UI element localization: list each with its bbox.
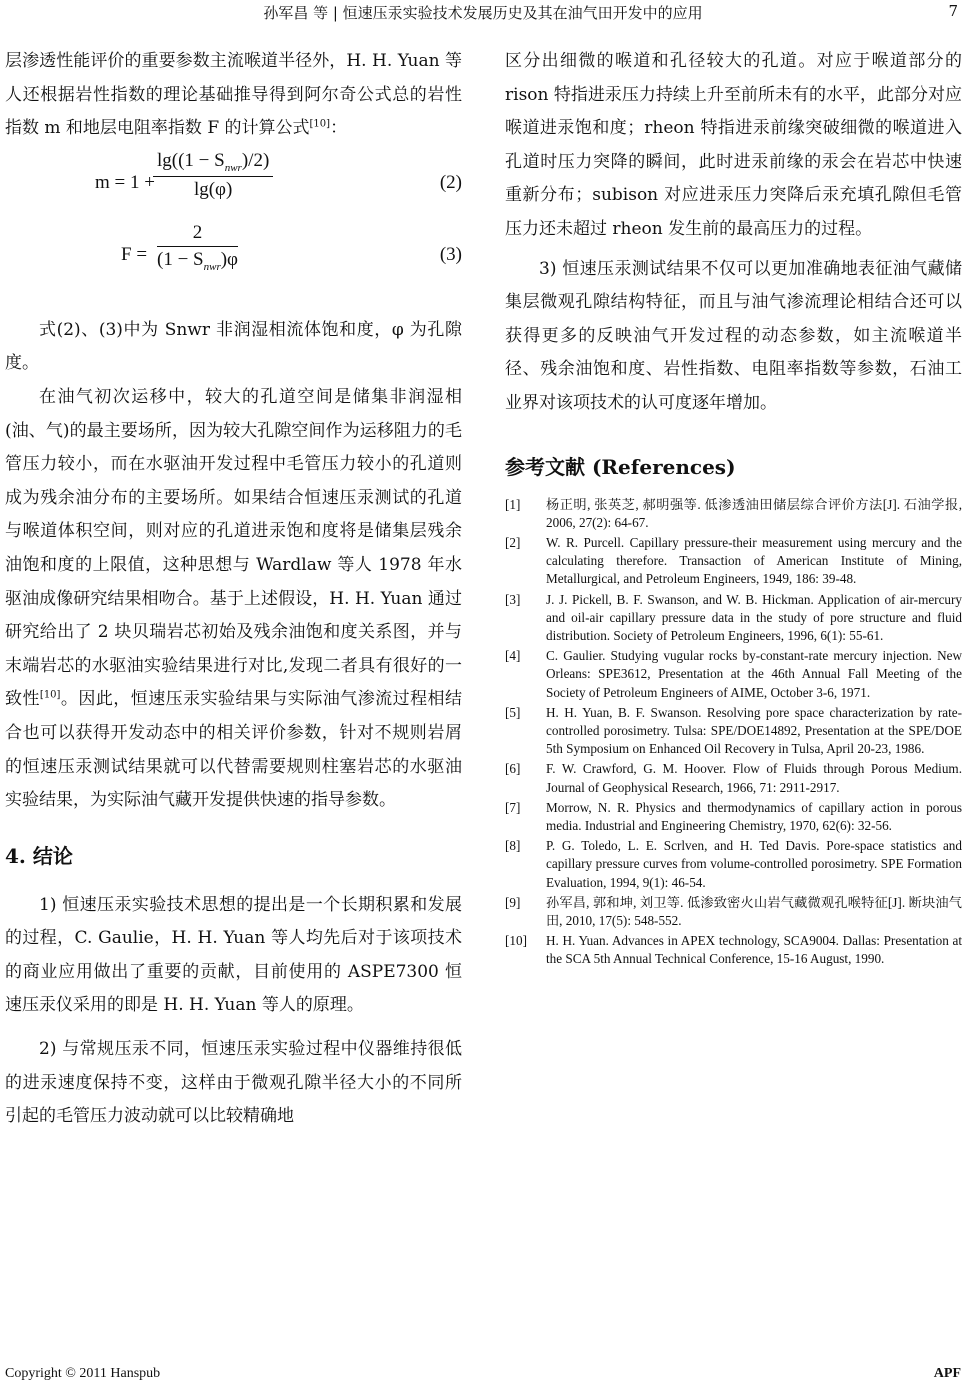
reference-text: F. W. Crawford, G. M. Hoover. Flow of Fluids through Porous Medium. Journal of Geophysical Research, 1966, 71: 2911-2917. — [546, 761, 962, 795]
reference-item — [505, 591, 962, 646]
reference-text: H. H. Yuan, B. F. Swanson. Resolving pore space characterization by rate-controlled porosimetry. Tulsa: SPE/DOE14892, Presentation at the SPE/DOE 5th Symposium on Enhanced Oil Recovery in Tulsa, April 20-23, 1986. — [546, 704, 962, 757]
paragraph: 层渗透性能评价的重要参数主流喉道半径外，H. H. Yuan 等人还根据岩性指数的理论基础推导得到阿尔奇公式总的岩性指数 m 和地层电阻率指数 F 的计算公式[10]： — [5, 51, 462, 139]
paragraph: 在油气初次运移中，较大的孔道空间是储集非润湿相(油、气)的最主要场所，因为较大孔隙空间作为运移阻力的毛管压力较小，而在水驱油开发过程中毛管压力较小的孔道则成为残余油分布的主要场所。如果结合恒速压汞测试的孔道与喉道体积空间，则对应的孔道进汞饱和度将是储集层残余油饱和度的上限值，这种思想与 Wardlaw 等人 1978 年水驱油成像研究结果相吻合。基于上述假设，H. H. Yuan 通过研究给出了 2 块贝瑞岩芯初始及残余油饱和度关系图，并与末端岩芯的水驱油实验结果进行对比,发现二者具有很好的一致性[10]。因此，恒速压汞实验结果与实际油气渗流过程相结合也可以获得开发动态中的相关评价参数，针对不规则岩屑的恒速压汞测试结果就可以代替需要规则柱塞岩芯的水驱油实验结果，为实际油气藏开发提供快速的指导参数。 — [5, 386, 463, 811]
reference-item — [505, 799, 962, 835]
right-column — [505, 45, 962, 971]
reference-text: 杨正明, 张英芝, 郝明强等. 低渗透油田储层综合评价方法[J]. 石油学报, 2006, 27(2): 64-67. — [546, 496, 962, 530]
paragraph: 式(2)、(3)中为 Snwr 非润湿相流体饱和度，φ 为孔隙度。 — [5, 319, 462, 374]
running-header — [0, 2, 966, 24]
equation-2: m = 1 + $\lg((1 - S_{nwr})/2)$ lg(φ) (2) — [95, 149, 462, 200]
reference-number: [4] — [505, 648, 521, 664]
reference-item — [505, 894, 962, 930]
reference-number: [9] — [505, 894, 521, 910]
reference-text: J. J. Pickell, B. F. Swanson, and W. B. Hickman. Application of air-mercury and oil-air capillary pressure data in the study of pore structure and fluid distribution. Society of Petroleum Engineers, 1996, 6(1): 55-61. — [546, 591, 962, 643]
reference-item — [505, 760, 962, 796]
reference-text: H. H. Yuan. Advances in APEX technology, SCA9004. Dallas: Presentation at the SCA 5th Annual Technical Conference, 15-16 August, 1990. — [546, 933, 962, 967]
reference-item — [505, 647, 962, 702]
references-heading: 参考文献 (References) — [505, 454, 736, 479]
reference-number: [10] — [505, 933, 527, 949]
equation-label: (2) — [439, 171, 462, 193]
footer — [5, 1366, 961, 1382]
reference-item — [505, 932, 962, 968]
reference-number: [8] — [505, 838, 521, 854]
reference-number: [6] — [505, 761, 521, 777]
equation-label: (3) — [439, 243, 462, 265]
reference-text: W. R. Purcell. Capillary pressure-their measurement using mercury and the calculating therefore. Transaction of American Institute of Mining, Metallurgical, and Petroleum Engineers, 1949, 186: 39-48. — [546, 534, 962, 587]
reference-item — [505, 837, 962, 892]
citation: [10] — [39, 689, 61, 701]
reference-number: [1] — [505, 496, 521, 512]
paragraph: 3) 恒速压汞测试结果不仅可以更加准确地表征油气藏储集层微观孔隙结构特征，而且与油气渗流理论相结合还可以获得更多的反映油气开发过程的动态参数，如主流喉道半径、残余油饱和度、岩性指数、电阻率指数等参数，石油工业界对该项技术的认可度逐年增加。 — [505, 258, 962, 413]
paragraph: 区分出细微的喉道和孔径较大的孔道。对应于喉道部分的 rison 特指进汞压力持续上升至前所未有的水平，此部分对应喉道进汞饱和度；rheon 特指进汞前缘突破细微的喉道进入孔道时压力突降的瞬间，此时进汞前缘的汞会在岩芯中快速重新分布；subison 对应进汞压力突降后汞充填孔隙但毛管压力还未超过 rheon 发生前的最高压力的过程。 — [505, 51, 962, 239]
reference-item — [505, 496, 962, 532]
reference-number: [7] — [505, 799, 521, 815]
copyright: Copyright © 2011 Hanspub — [5, 1366, 161, 1381]
reference-text: Morrow, N. R. Physics and thermodynamics of capillary action in porous media. Industrial and Engineering Chemistry, 1970, 62(6): 32-56. — [546, 799, 962, 833]
reference-text: P. G. Toledo, L. E. Scrlven, and H. Ted Davis. Pore-space statistics and capillary pressure curves from volume-controlled porosimetry. SPE Formation Evaluation, 1994, 9(1): 46-54. — [546, 838, 962, 890]
paragraph: 1) 恒速压汞实验技术思想的提出是一个长期积累和发展的过程，C. Gaulie，H. H. Yuan 等人均先后对于该项技术的商业应用做出了重要的贡献，目前使用的 ASPE7300 恒速压汞仪采用的即是 H. H. Yuan 等人的原理。 — [5, 894, 462, 1016]
reference-number: [3] — [505, 591, 521, 607]
reference-number: [5] — [505, 704, 521, 720]
reference-number: [2] — [505, 534, 521, 550]
page-number: 7 — [948, 2, 958, 20]
header-title: 孙军昌 等 | 恒速压汞实验技术发展历史及其在油气田开发中的应用 — [263, 4, 703, 22]
reference-item — [505, 704, 962, 759]
left-column — [5, 45, 462, 1134]
paragraph: 2) 与常规压汞不同，恒速压汞实验过程中仪器维持很低的进汞速度保持不变，这样由于微观孔隙半径大小的不同所引起的毛管压力波动就可以比较精确地 — [5, 1039, 462, 1127]
citation: [10] — [309, 118, 331, 130]
reference-text: 孙军昌, 郭和坤, 刘卫等. 低渗致密火山岩气藏微观孔喉特征[J]. 断块油气田, 2010, 17(5): 548-552. — [546, 894, 962, 928]
section-heading: 4. 结论 — [5, 843, 73, 868]
equation-3: F = 2 $(1 - S_{nwr})\varphi$ (3) — [121, 221, 462, 273]
reference-list — [505, 496, 962, 969]
reference-text: C. Gaulier. Studying vugular rocks by-constant-rate mercury injection. New Orleans: SPE3612, Presentation at the 46th Annual Fall Meeting of the Society of Petroleum Engineers of AIME, October 3-6, 1971. — [546, 648, 962, 700]
reference-item — [505, 534, 962, 589]
journal-abbrev: APF — [933, 1366, 961, 1381]
